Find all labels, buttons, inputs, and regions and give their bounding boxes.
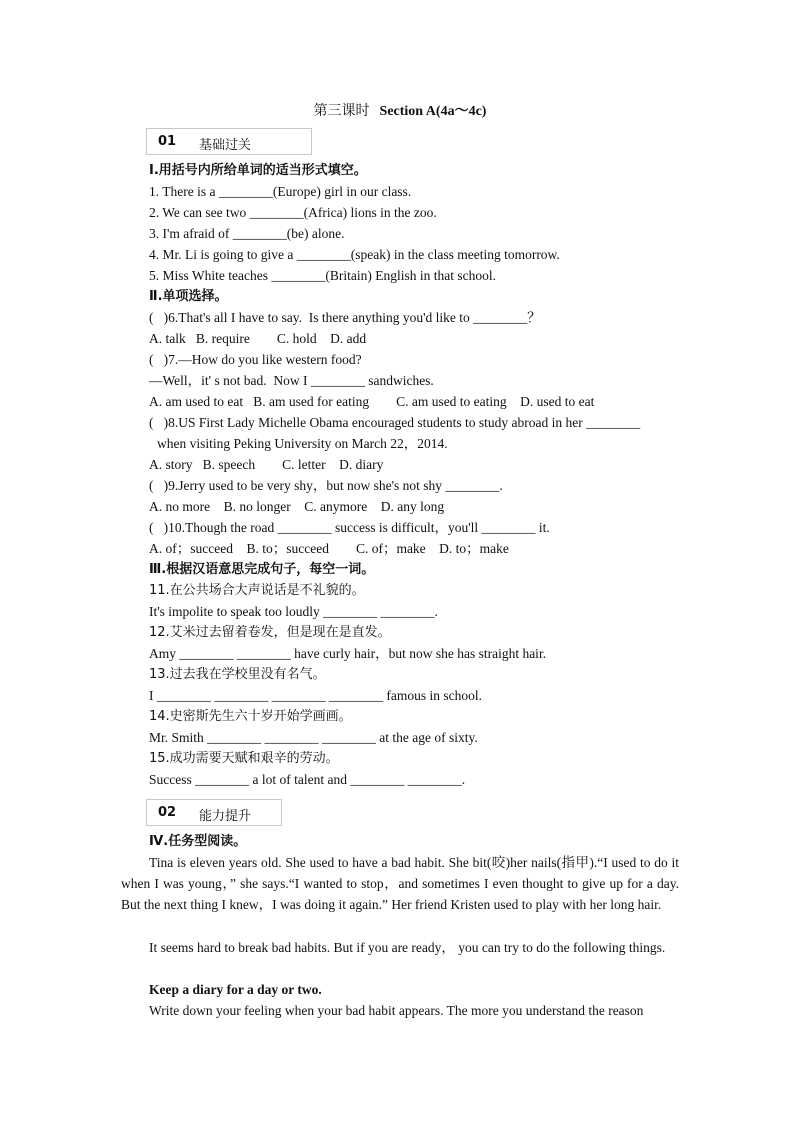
question-6: ( )6.That's all I have to say. Is there anything you'd like to ________？ xyxy=(149,310,541,325)
question-8: ( )8.US First Lady Michelle Obama encouraged students to study abroad in her ________ xyxy=(149,415,641,430)
section-number: 01 xyxy=(158,134,177,149)
section-header-basic xyxy=(146,128,312,155)
section-label: Section A(4a～4c) xyxy=(379,104,487,119)
question-14-chinese: 14.史密斯先生六十岁开始学画画。 xyxy=(149,709,352,724)
question-2: 2. We can see two ________(Africa) lions in the zoo. xyxy=(149,205,437,220)
question-6-options: A. talk B. require C. hold D. add xyxy=(149,331,367,346)
question-14: Mr. Smith ________ ________ ________ at the age of sixty. xyxy=(149,730,478,745)
question-3: 3. I'm afraid of ________(be) alone. xyxy=(149,226,345,241)
page-title xyxy=(0,100,800,120)
reading-paragraph-2: It seems hard to break bad habits. But if you are ready， you can try to do the following things. xyxy=(149,940,666,955)
reading-paragraph-1: Tina is eleven years old. She used to have a bad habit. She bit(咬)her nails(指甲).“I used to do it when I was young，” she says.“I wanted to stop，and sometimes I even thought to give up for a day. But the next thing I knew，I was doing it again.” Her friend Kristen used to play with her long hair. xyxy=(121,855,679,912)
section-name: 基础过关 xyxy=(199,138,252,153)
part-ii-heading: Ⅱ.单项选择。 xyxy=(149,289,228,304)
question-7-options: A. am used to eat B. am used for eating C. am used to eating D. used to eat xyxy=(149,394,595,409)
question-9-options: A. no more B. no longer C. anymore D. any long xyxy=(149,499,445,514)
question-13-chinese: 13.过去我在学校里没有名气。 xyxy=(149,667,326,682)
question-11-chinese: 11.在公共场合大声说话是不礼貌的。 xyxy=(149,583,365,598)
question-9: ( )9.Jerry used to be very shy，but now she's not shy ________. xyxy=(149,478,503,493)
part-i-heading: Ⅰ.用括号内所给单词的适当形式填空。 xyxy=(149,163,367,178)
question-8-cont: when visiting Peking University on March 22，2014. xyxy=(157,436,448,451)
lesson-label: 第三课时 xyxy=(313,104,370,119)
question-15-chinese: 15.成功需要天赋和艰辛的劳动。 xyxy=(149,751,339,766)
question-10: ( )10.Though the road ________ success is difficult，you'll ________ it. xyxy=(149,520,550,535)
question-1: 1. There is a ________(Europe) girl in our class. xyxy=(149,184,412,199)
question-7-cont: —Well，it' s not bad. Now I ________ sandwiches. xyxy=(149,373,434,388)
question-8-options: A. story B. speech C. letter D. diary xyxy=(149,457,384,472)
question-11: It's impolite to speak too loudly ________ ________. xyxy=(149,604,438,619)
question-10-options: A. of；succeed B. to；succeed C. of；make D. to；make xyxy=(149,541,509,556)
question-12-chinese: 12.艾米过去留着卷发，但是现在是直发。 xyxy=(149,625,391,640)
question-15: Success ________ a lot of talent and ________ ________. xyxy=(149,772,466,787)
question-13: I ________ ________ ________ ________ famous in school. xyxy=(149,688,482,703)
question-5: 5. Miss White teaches ________(Britain) English in that school. xyxy=(149,268,496,283)
section-number: 02 xyxy=(158,805,177,820)
reading-subheading: Keep a diary for a day or two. xyxy=(149,982,322,997)
part-iii-heading: Ⅲ.根据汉语意思完成句子，每空一词。 xyxy=(149,562,375,577)
question-4: 4. Mr. Li is going to give a ________(speak) in the class meeting tomorrow. xyxy=(149,247,560,262)
question-12: Amy ________ ________ have curly hair，but now she has straight hair. xyxy=(149,646,547,661)
question-7: ( )7.—How do you like western food? xyxy=(149,352,362,367)
part-iv-heading: Ⅳ.任务型阅读。 xyxy=(149,834,247,849)
section-header-advanced xyxy=(146,799,282,826)
section-name: 能力提升 xyxy=(199,809,252,824)
reading-paragraph-3: Write down your feeling when your bad habit appears. The more you understand the reason xyxy=(149,1003,644,1018)
